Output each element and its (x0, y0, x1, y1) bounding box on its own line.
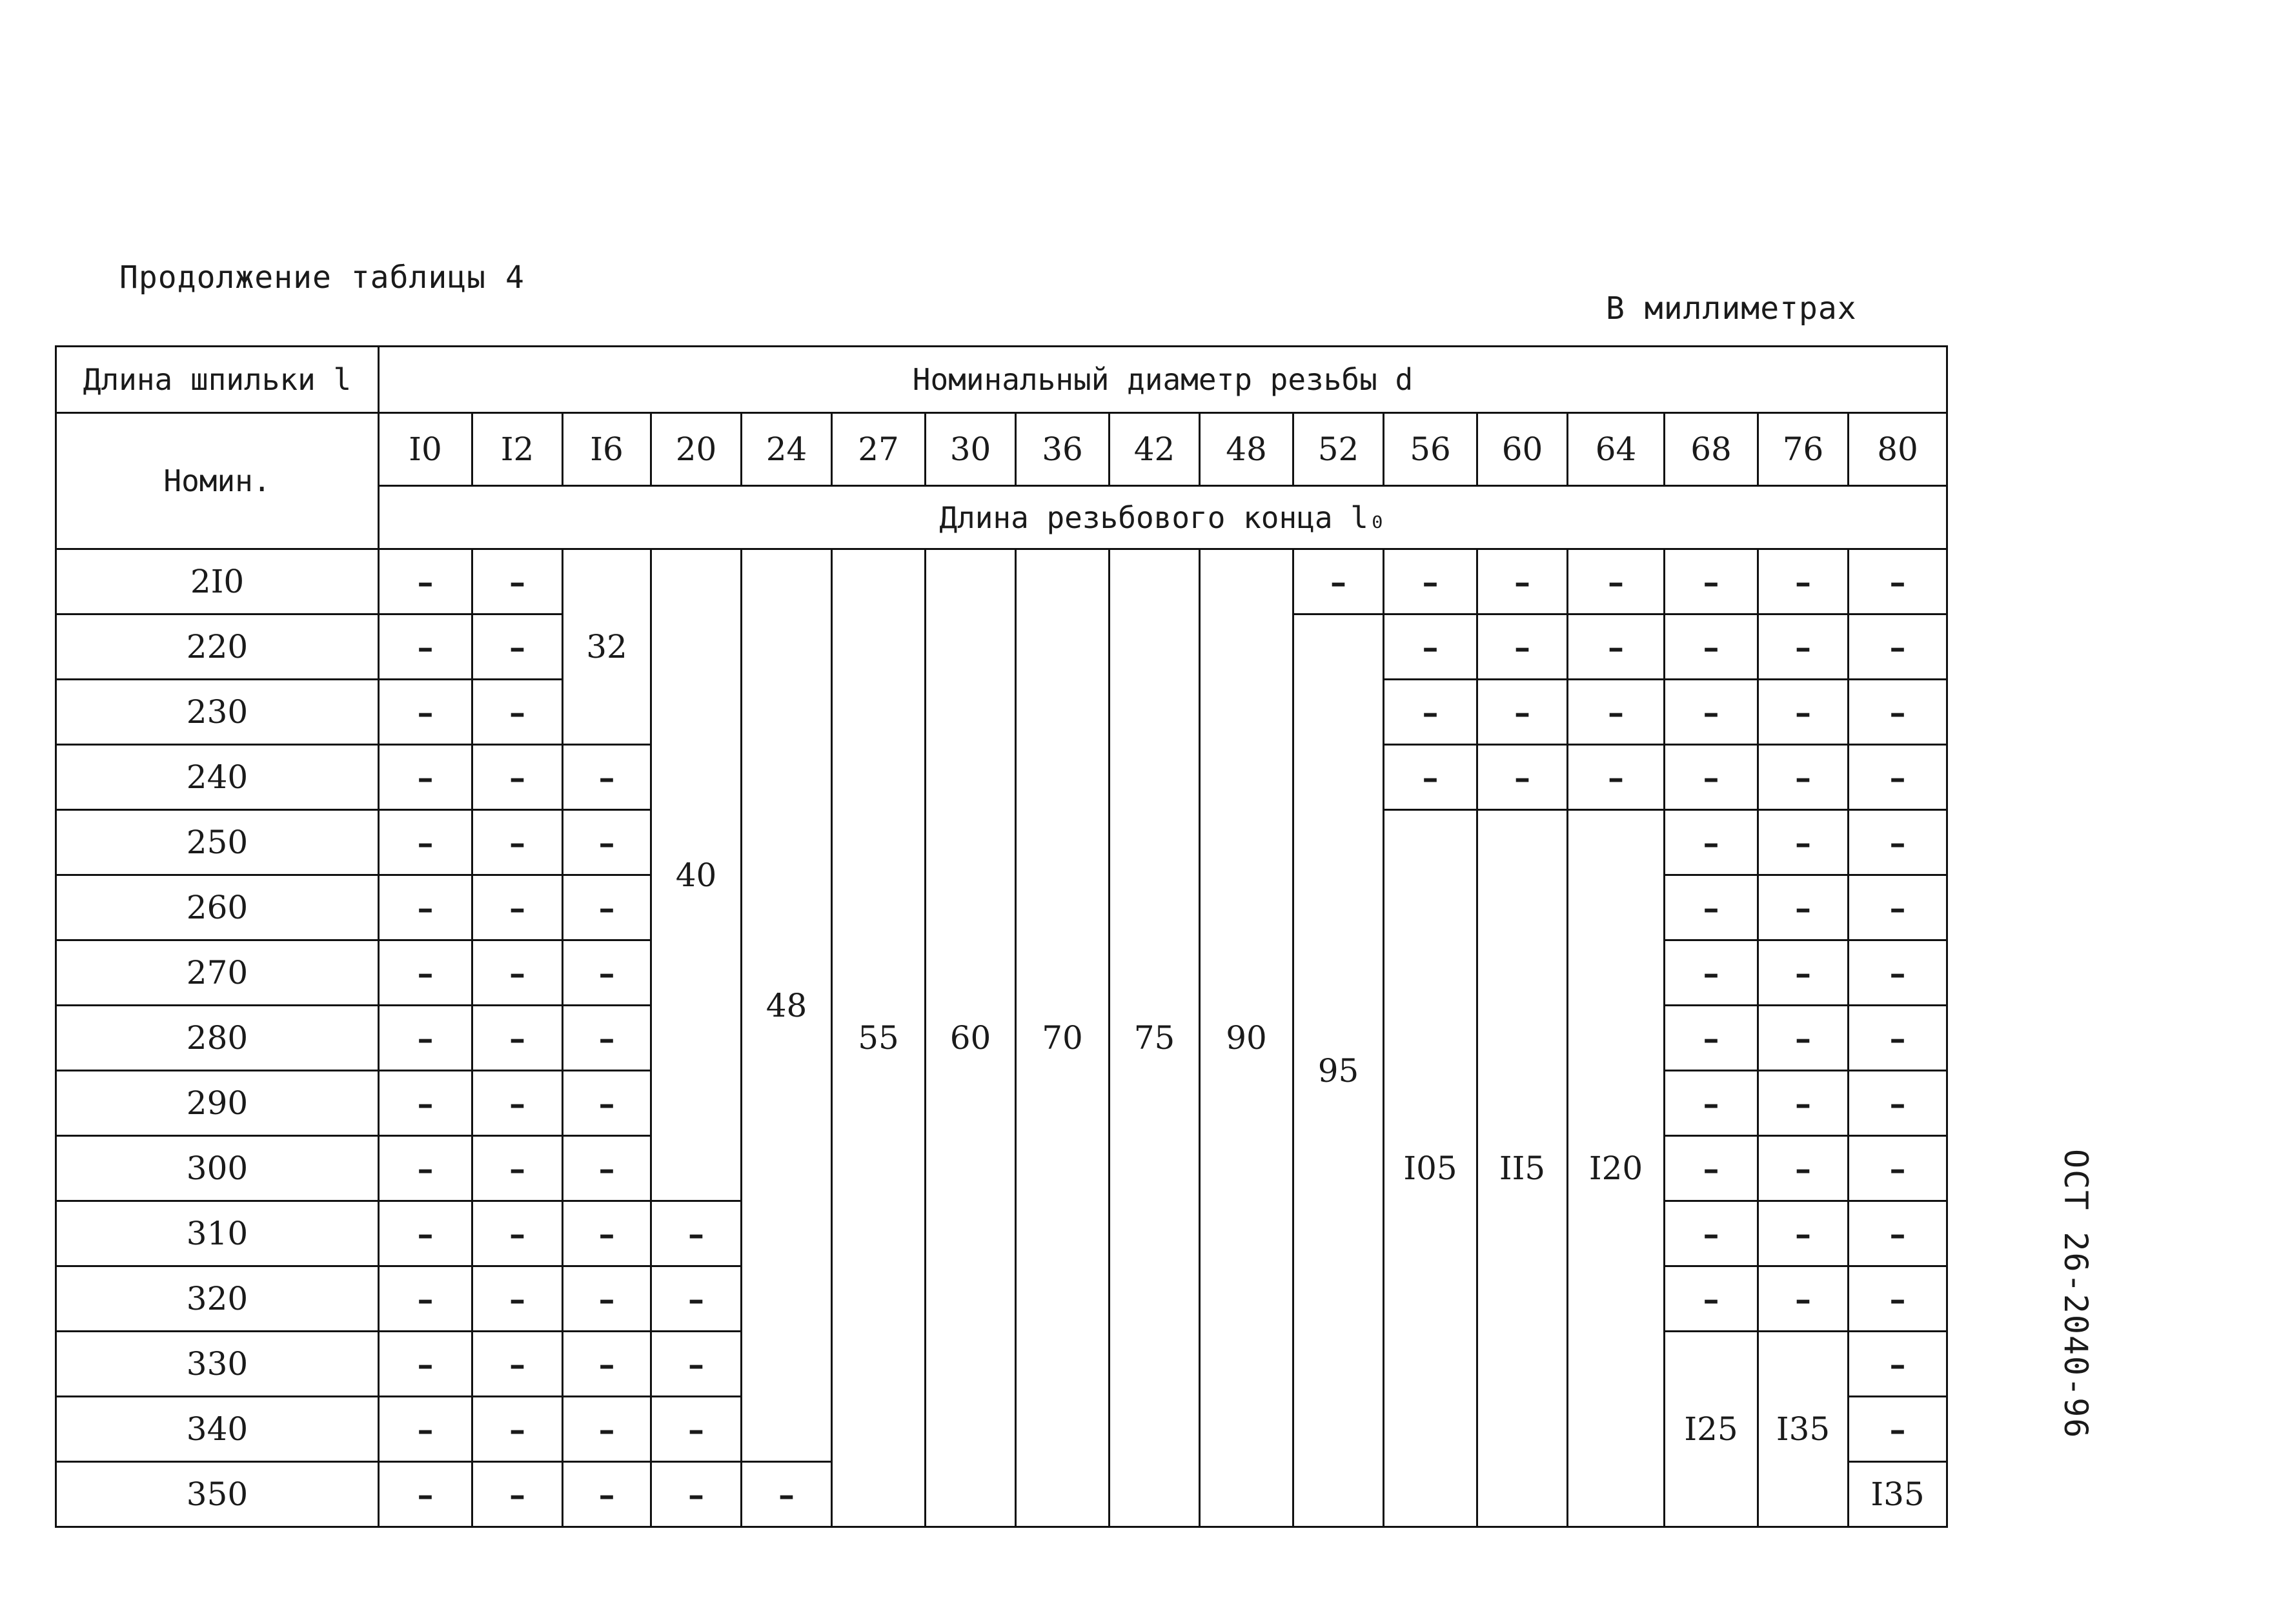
diameter-header-cell: 64 (1568, 413, 1665, 486)
dash-cell: – (651, 1462, 742, 1527)
dash-cell: – (472, 1136, 563, 1201)
dash-cell: – (379, 1332, 472, 1397)
dash-cell: – (1568, 680, 1665, 745)
dash-cell: – (472, 614, 563, 680)
dash-cell: – (1758, 1006, 1849, 1071)
dash-cell: – (563, 1071, 651, 1136)
dash-cell: – (1849, 549, 1947, 614)
stud-length-cell: 350 (56, 1462, 379, 1527)
dash-cell: – (1665, 875, 1758, 940)
dash-cell: – (1477, 680, 1568, 745)
thread-length-table (55, 345, 1948, 1528)
dash-cell: – (1849, 1201, 1947, 1266)
stud-length-header: Длина шпильки l (56, 347, 379, 413)
thread-length-value-cell: I35 (1849, 1462, 1947, 1527)
stud-length-cell: 270 (56, 940, 379, 1006)
stud-length-cell: 2I0 (56, 549, 379, 614)
dash-cell: – (563, 940, 651, 1006)
dash-cell: – (651, 1332, 742, 1397)
diameter-header-cell: 76 (1758, 413, 1849, 486)
thread-length-value-cell: 75 (1110, 549, 1200, 1527)
nominal-diameter-header: Номинальный диаметр резьбы d (379, 347, 1947, 413)
dash-cell: – (379, 1397, 472, 1462)
dash-cell: – (472, 1201, 563, 1266)
dash-cell: – (379, 614, 472, 680)
dash-cell: – (379, 1006, 472, 1071)
dash-cell: – (472, 549, 563, 614)
dash-cell: – (472, 1397, 563, 1462)
diameter-header-cell: 36 (1016, 413, 1110, 486)
dash-cell: – (1665, 1136, 1758, 1201)
dash-cell: – (563, 1332, 651, 1397)
dash-cell: – (472, 1266, 563, 1332)
dash-cell: – (563, 1201, 651, 1266)
dash-cell: – (1665, 614, 1758, 680)
dash-cell: – (1758, 875, 1849, 940)
dash-cell: – (472, 1462, 563, 1527)
dash-cell: – (1665, 1006, 1758, 1071)
nominal-length-header: Номин. (56, 413, 379, 549)
dash-cell: – (1758, 810, 1849, 875)
table-continuation-caption: Продолжение таблицы 4 (119, 259, 525, 296)
diameter-header-cell: I6 (563, 413, 651, 486)
thread-length-value-cell: I25 (1665, 1332, 1758, 1527)
dash-cell: – (563, 810, 651, 875)
dash-cell: – (651, 1201, 742, 1266)
thread-length-value-cell: II5 (1477, 810, 1568, 1527)
thread-length-value-cell: 48 (742, 549, 832, 1462)
stud-length-cell: 290 (56, 1071, 379, 1136)
dash-cell: – (1849, 1397, 1947, 1462)
stud-length-cell: 220 (56, 614, 379, 680)
dash-cell: – (563, 1006, 651, 1071)
dash-cell: – (1568, 614, 1665, 680)
diameter-header-cell: 60 (1477, 413, 1568, 486)
dash-cell: – (1384, 680, 1477, 745)
dash-cell: – (379, 940, 472, 1006)
stud-length-cell: 230 (56, 680, 379, 745)
diameter-header-cell: I2 (472, 413, 563, 486)
dash-cell: – (379, 549, 472, 614)
dash-cell: – (563, 745, 651, 810)
dash-cell: – (1849, 1136, 1947, 1201)
dash-cell: – (1293, 549, 1384, 614)
thread-length-value-cell: 90 (1200, 549, 1293, 1527)
diameter-header-cell: 56 (1384, 413, 1477, 486)
dash-cell: – (379, 680, 472, 745)
dash-cell: – (379, 1136, 472, 1201)
thread-length-value-cell: 40 (651, 549, 742, 1201)
dash-cell: – (472, 1006, 563, 1071)
thread-length-value-cell: 55 (832, 549, 926, 1527)
dash-cell: – (1758, 1071, 1849, 1136)
diameter-header-cell: 30 (926, 413, 1016, 486)
dash-cell: – (1849, 1332, 1947, 1397)
dash-cell: – (1849, 1006, 1947, 1071)
dash-cell: – (742, 1462, 832, 1527)
dash-cell: – (1477, 549, 1568, 614)
dash-cell: – (1758, 614, 1849, 680)
dash-cell: – (472, 680, 563, 745)
dash-cell: – (1384, 614, 1477, 680)
stud-length-cell: 310 (56, 1201, 379, 1266)
dash-cell: – (1849, 875, 1947, 940)
dash-cell: – (1477, 745, 1568, 810)
dash-cell: – (1849, 810, 1947, 875)
dash-cell: – (1758, 1201, 1849, 1266)
stud-length-cell: 240 (56, 745, 379, 810)
dash-cell: – (1758, 1136, 1849, 1201)
thread-length-value-cell: 95 (1293, 614, 1384, 1527)
dash-cell: – (1849, 745, 1947, 810)
dash-cell: – (1665, 1201, 1758, 1266)
dash-cell: – (1849, 680, 1947, 745)
stud-length-cell: 300 (56, 1136, 379, 1201)
dash-cell: – (1665, 1071, 1758, 1136)
stud-length-cell: 340 (56, 1397, 379, 1462)
dash-cell: – (472, 875, 563, 940)
stud-length-cell: 260 (56, 875, 379, 940)
dash-cell: – (472, 1071, 563, 1136)
dash-cell: – (1758, 680, 1849, 745)
dash-cell: – (472, 810, 563, 875)
diameter-header-cell: 80 (1849, 413, 1947, 486)
diameter-header-cell: 24 (742, 413, 832, 486)
dash-cell: – (472, 745, 563, 810)
dash-cell: – (563, 1266, 651, 1332)
dash-cell: – (1384, 745, 1477, 810)
dash-cell: – (1665, 810, 1758, 875)
dash-cell: – (1665, 680, 1758, 745)
thread-length-value-cell: 32 (563, 549, 651, 745)
stud-length-cell: 280 (56, 1006, 379, 1071)
thread-length-value-cell: 60 (926, 549, 1016, 1527)
dash-cell: – (1758, 940, 1849, 1006)
dash-cell: – (563, 1136, 651, 1201)
dash-cell: – (1849, 614, 1947, 680)
dash-cell: – (379, 810, 472, 875)
dash-cell: – (1758, 745, 1849, 810)
dash-cell: – (1384, 549, 1477, 614)
diameter-header-cell: 27 (832, 413, 926, 486)
diameter-header-cell: 52 (1293, 413, 1384, 486)
dash-cell: – (379, 1201, 472, 1266)
stud-length-cell: 330 (56, 1332, 379, 1397)
dash-cell: – (472, 1332, 563, 1397)
diameter-header-cell: 42 (1110, 413, 1200, 486)
dash-cell: – (563, 875, 651, 940)
dash-cell: – (651, 1266, 742, 1332)
thread-length-value-cell: I20 (1568, 810, 1665, 1527)
dash-cell: – (1568, 745, 1665, 810)
diameter-header-cell: 68 (1665, 413, 1758, 486)
document-code: ОСТ 26-2040-96 (2057, 1149, 2094, 1439)
dash-cell: – (1758, 1266, 1849, 1332)
dash-cell: – (651, 1397, 742, 1462)
dash-cell: – (379, 1071, 472, 1136)
thread-end-length-header: Длина резьбового конца l₀ (379, 486, 1947, 549)
diameter-header-cell: 20 (651, 413, 742, 486)
dash-cell: – (563, 1462, 651, 1527)
dash-cell: – (379, 875, 472, 940)
dash-cell: – (1665, 1266, 1758, 1332)
units-caption: В миллиметрах (1606, 290, 1857, 327)
diameter-header-cell: 48 (1200, 413, 1293, 486)
thread-length-value-cell: 70 (1016, 549, 1110, 1527)
dash-cell: – (1849, 1071, 1947, 1136)
dash-cell: – (472, 940, 563, 1006)
dash-cell: – (1758, 549, 1849, 614)
dash-cell: – (379, 1462, 472, 1527)
thread-length-value-cell: I35 (1758, 1332, 1849, 1527)
diameter-header-cell: I0 (379, 413, 472, 486)
dash-cell: – (1849, 940, 1947, 1006)
dash-cell: – (1849, 1266, 1947, 1332)
dash-cell: – (1568, 549, 1665, 614)
dash-cell: – (1665, 549, 1758, 614)
dash-cell: – (563, 1397, 651, 1462)
dash-cell: – (1665, 940, 1758, 1006)
stud-length-cell: 320 (56, 1266, 379, 1332)
dash-cell: – (1665, 745, 1758, 810)
dash-cell: – (379, 745, 472, 810)
thread-length-value-cell: I05 (1384, 810, 1477, 1527)
table-row (56, 549, 1947, 614)
dash-cell: – (1477, 614, 1568, 680)
dash-cell: – (379, 1266, 472, 1332)
stud-length-cell: 250 (56, 810, 379, 875)
